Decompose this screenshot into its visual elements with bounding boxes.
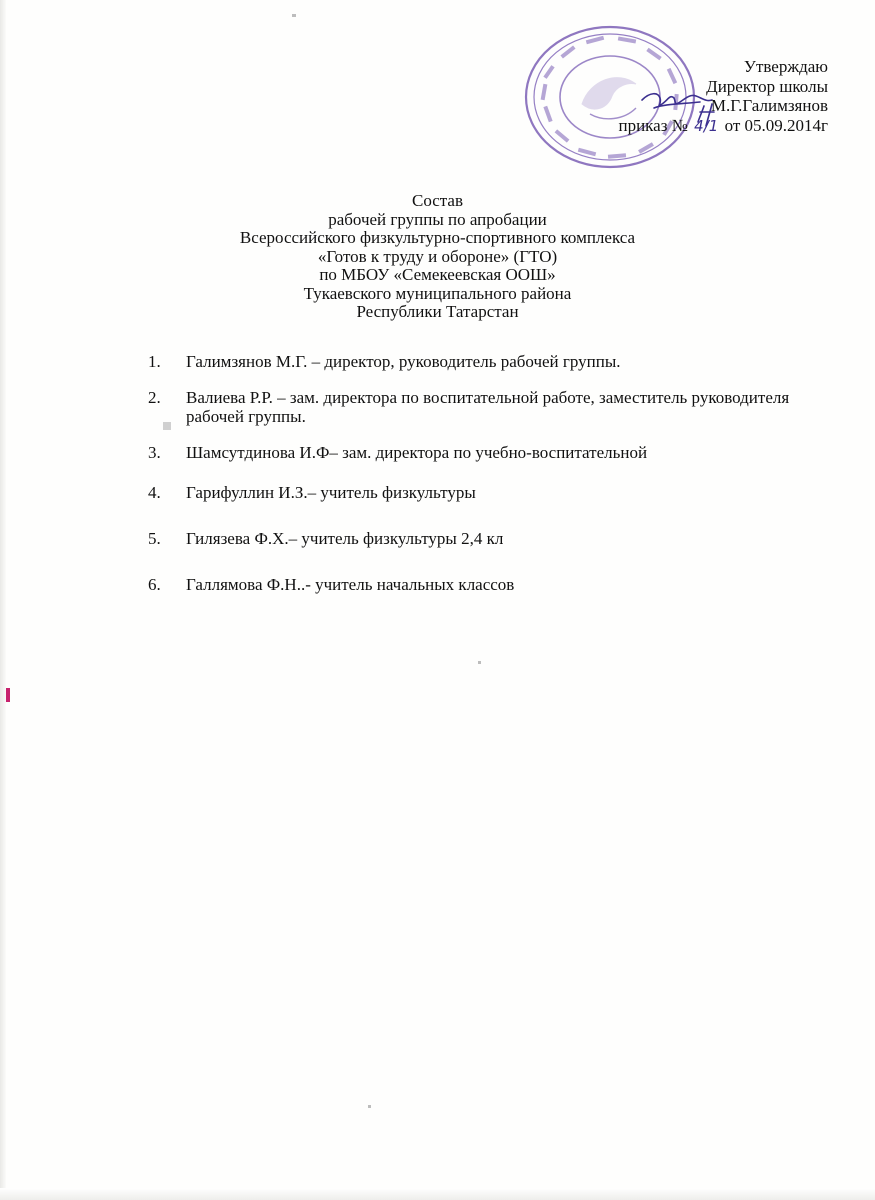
list-item xyxy=(148,443,828,462)
title-line: Тукаевского муниципального района xyxy=(303,283,572,303)
list-item xyxy=(148,483,828,502)
title-line: по МБОУ «Семекеевская ООШ» xyxy=(319,265,556,284)
list-item-number: 3. xyxy=(148,443,161,462)
scan-speckle xyxy=(478,661,481,664)
scan-speckle xyxy=(368,1105,371,1108)
approval-block xyxy=(618,57,828,136)
title-line: «Готов к труду и обороне» (ГТО) xyxy=(317,246,558,266)
title-line: Республики Татарстан xyxy=(356,302,519,321)
list-item-number: 6. xyxy=(148,575,161,594)
order-date: от 05.09.2014г xyxy=(724,115,828,135)
scan-edge-bottom xyxy=(0,1188,875,1200)
scan-speckle xyxy=(292,14,296,17)
list-item xyxy=(148,575,828,594)
list-item-text: Шамсутдинова И.Ф– зам. директора по учебно-воспитательной xyxy=(186,443,648,462)
list-item xyxy=(148,529,828,548)
approval-line: М.Г.Галимзянов xyxy=(710,96,828,115)
list-item xyxy=(148,388,828,426)
list-item xyxy=(148,352,828,371)
list-item-text: Гилязева Ф.Х.– учитель физкультуры 2,4 кл xyxy=(186,529,504,548)
approval-line: Директор школы xyxy=(706,76,828,96)
list-item-text: Гарифуллин И.З.– учитель физкультуры xyxy=(186,483,476,502)
list-item-number: 5. xyxy=(148,529,161,548)
scan-speckle xyxy=(6,688,10,702)
list-item-text: Галимзянов М.Г. – директор, руководитель рабочей группы. xyxy=(186,352,621,371)
list-item-text: Галлямова Ф.Н..- учитель начальных классов xyxy=(186,575,515,594)
list-item-number: 2. xyxy=(148,388,161,407)
order-number: 4/1 xyxy=(694,116,719,135)
approval-line: Утверждаю xyxy=(743,57,828,76)
document-title xyxy=(0,192,875,322)
title-line: рабочей группы по апробации xyxy=(328,209,547,229)
title-line: Всероссийского физкультурно-спортивного комплекса xyxy=(239,228,636,247)
title-line: Состав xyxy=(411,191,464,210)
list-item-text: Валиева Р.Р. – зам. директора по воспитательной работе, заместитель руководителя рабочей группы. xyxy=(186,388,790,426)
order-line xyxy=(618,116,828,137)
member-list xyxy=(148,352,828,594)
list-item-number: 4. xyxy=(148,483,161,502)
scan-edge-left xyxy=(0,0,6,1200)
order-label: приказ № xyxy=(618,115,688,135)
list-item-number: 1. xyxy=(148,352,161,371)
